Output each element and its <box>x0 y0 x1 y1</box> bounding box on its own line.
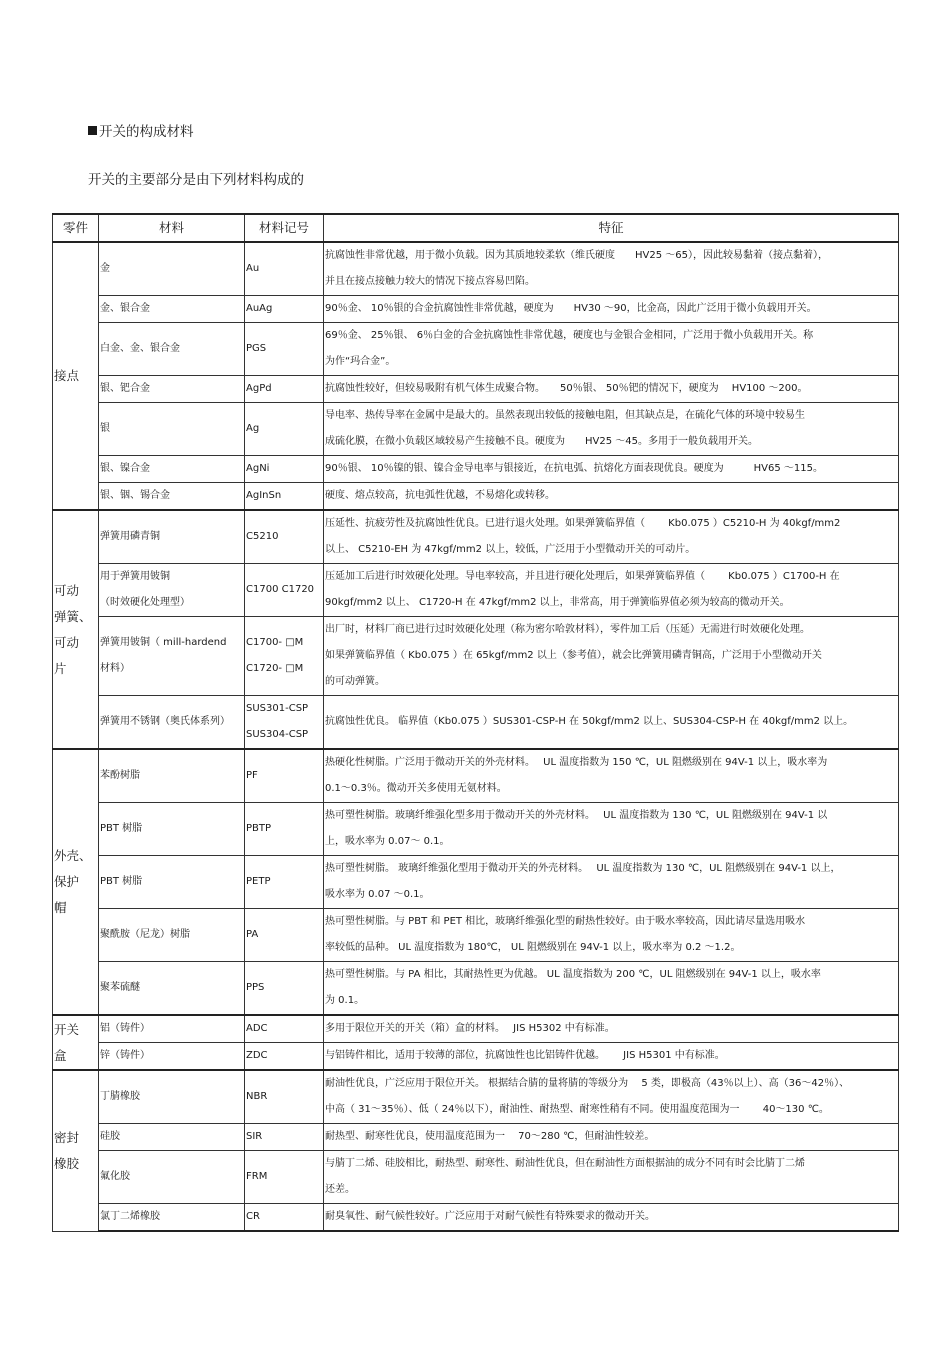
material-cell <box>99 376 245 403</box>
material-cell-line: （时效硬化处理型） <box>100 597 190 608</box>
material-cell-line: 丁腈橡胶 <box>100 1091 140 1102</box>
table-row <box>53 1070 899 1124</box>
table-row <box>53 296 899 323</box>
symbol-cell-line: CR <box>246 1211 260 1222</box>
header-symbol: 材料记号 <box>245 214 324 242</box>
feature-cell-line: 热可塑性树脂。与 PBT 和 PET 相比，玻璃纤维强化型的耐热性较好。由于吸水率较高，因此请尽量选用吸水 <box>325 916 806 927</box>
feature-cell <box>324 242 899 296</box>
table-row <box>53 962 899 1016</box>
feature-cell <box>324 1015 899 1043</box>
table-row <box>53 1015 899 1043</box>
feature-cell-line: 中高（ 31～35％）、低（ 24％以下），耐油性、耐热型、耐寒性稍有不同。使用温度范围为一 40～130 ℃。 <box>325 1104 829 1115</box>
material-cell <box>99 510 245 564</box>
symbol-cell-line: AgInSn <box>246 490 282 501</box>
feature-cell-line: 热硬化性树脂。广泛用于微动开关的外壳材料。 UL 温度指数为 150 ℃，UL 阻燃级别在 94V-1 以上，吸水率为 <box>325 757 828 768</box>
feature-cell-line: 吸水率为 0.07 ～0.1。 <box>325 889 430 900</box>
symbol-cell <box>245 564 324 617</box>
table-row <box>53 696 899 750</box>
material-cell-line: 氯丁二烯橡胶 <box>100 1211 160 1222</box>
feature-cell <box>324 323 899 376</box>
feature-cell-line: 热可塑性树脂。玻璃纤维强化型多用于微动开关的外壳材料。 UL 温度指数为 130 ℃，UL 阻燃级别在 94V-1 以 <box>325 810 828 821</box>
feature-cell-line: 成硫化膜，在微小负载区域较易产生接触不良。硬度为 HV25 ～45。多用于一般负载用开关。 <box>325 436 758 447</box>
feature-cell <box>324 962 899 1016</box>
symbol-cell <box>245 856 324 909</box>
feature-cell-line: 以上、 C5210-EH 为 47kgf/mm2 以上，较低，广泛用于小型微动开关的可动片。 <box>325 544 696 555</box>
table-row <box>53 403 899 456</box>
black-square-icon <box>88 126 97 135</box>
material-cell <box>99 962 245 1016</box>
material-cell-line: 银、铟、锡合金 <box>100 490 170 501</box>
symbol-cell <box>245 1151 324 1204</box>
material-cell-line: 银、钯合金 <box>100 383 150 394</box>
feature-cell <box>324 1070 899 1124</box>
symbol-cell <box>245 1204 324 1232</box>
symbol-cell <box>245 1124 324 1151</box>
symbol-cell-line: PPS <box>246 982 265 993</box>
material-cell <box>99 1015 245 1043</box>
feature-cell-line: 压延性、抗疲劳性及抗腐蚀性优良。已进行退火处理。如果弹簧临界值（ Kb0.075 ）C5210-H 为 40kgf/mm2 <box>325 518 841 529</box>
symbol-cell <box>245 376 324 403</box>
material-cell <box>99 696 245 750</box>
material-cell <box>99 1204 245 1232</box>
part-category-line: 接点 <box>54 368 80 383</box>
material-cell-line: PBT 树脂 <box>100 876 143 887</box>
feature-cell <box>324 909 899 962</box>
material-cell-line: 金 <box>100 263 110 274</box>
table-row <box>53 1151 899 1204</box>
part-category <box>53 749 99 1015</box>
material-cell <box>99 856 245 909</box>
feature-cell <box>324 296 899 323</box>
part-category <box>53 1070 99 1231</box>
material-cell <box>99 1124 245 1151</box>
material-cell-line: 用于弹簧用铍铜 <box>100 571 170 582</box>
feature-cell <box>324 510 899 564</box>
table-row <box>53 323 899 376</box>
feature-cell <box>324 803 899 856</box>
symbol-cell <box>245 617 324 696</box>
material-cell-line: 锌（铸件） <box>100 1050 150 1061</box>
part-category <box>53 510 99 749</box>
feature-cell <box>324 856 899 909</box>
feature-cell-line: 率较低的品种。 UL 温度指数为 180℃， UL 阻燃级别在 94V-1 以上，吸水率为 0.2 ～1.2。 <box>325 942 741 953</box>
material-cell <box>99 803 245 856</box>
table-row <box>53 617 899 696</box>
material-cell-line: 铝（铸件） <box>100 1023 150 1034</box>
material-cell-line: 银 <box>100 423 110 434</box>
table-row <box>53 1124 899 1151</box>
feature-cell-line: 还差。 <box>325 1184 355 1195</box>
materials-table <box>52 213 899 1232</box>
feature-cell-line: 90％银、 10％镍的银、镍合金导电率与银接近，在抗电弧、抗熔化方面表现优良。硬度为 HV65 ～115。 <box>325 463 823 474</box>
part-category <box>53 1015 99 1070</box>
material-cell-line: 银、镍合金 <box>100 463 150 474</box>
material-cell-line: 弹簧用铍铜（ mill-hardend <box>100 637 227 648</box>
symbol-cell-line: SUS301-CSP <box>246 703 309 714</box>
table-row <box>53 376 899 403</box>
part-category-line: 盒 <box>54 1047 67 1063</box>
symbol-cell-line: ZDC <box>246 1050 268 1061</box>
feature-cell-line: 上，吸水率为 0.07～ 0.1。 <box>325 836 450 847</box>
feature-cell-line: 与腈丁二烯、硅胶相比，耐热型、耐寒性、耐油性优良，但在耐油性方面根据油的成分不同有时会比腈丁二烯 <box>325 1158 805 1169</box>
feature-cell-line: 与铝铸件相比，适用于较薄的部位，抗腐蚀性也比铝铸件优越。 JIS H5301 中有标准。 <box>325 1050 725 1061</box>
intro-text: 开关的主要部分是由下列材料构成的 <box>88 172 304 188</box>
header-material: 材料 <box>99 214 245 242</box>
feature-cell <box>324 1204 899 1232</box>
part-category-line: 外壳、 <box>54 848 92 863</box>
symbol-cell <box>245 296 324 323</box>
symbol-cell-line: PF <box>246 770 258 781</box>
symbol-cell-line: PA <box>246 929 259 940</box>
feature-cell-line: 出厂时，材料厂商已进行过时效硬化处理（称为密尔哈敦材料），零件加工后（压延）无需进行时效硬化处理。 <box>325 624 810 635</box>
feature-cell <box>324 483 899 511</box>
table-row <box>53 456 899 483</box>
feature-cell <box>324 403 899 456</box>
table-row <box>53 856 899 909</box>
feature-cell-line: 为作“玛合金”。 <box>325 356 396 367</box>
material-cell-line: 弹簧用不锈钢（奥氏体系列） <box>100 716 230 727</box>
table-row <box>53 1043 899 1071</box>
symbol-cell <box>245 1070 324 1124</box>
part-category-line: 片 <box>54 660 67 676</box>
feature-cell-line: 热可塑性树脂。与 PA 相比，其耐热性更为优越。 UL 温度指数为 200 ℃，UL 阻燃级别在 94V-1 以上，吸水率 <box>325 969 821 980</box>
part-category-line: 密封 <box>54 1129 80 1145</box>
feature-cell-line: 90％金、 10％银的合金抗腐蚀性非常优越，硬度为 HV30 ～90，比金高，因此广泛用于微小负载用开关。 <box>325 303 817 314</box>
section-heading-text: 开关的构成材料 <box>99 124 194 140</box>
feature-cell-line: 导电率、热传导率在金属中是最大的。虽然表现出较低的接触电阻，但其缺点是，在硫化气体的环境中较易生 <box>325 410 805 421</box>
material-cell-line: 材料） <box>100 663 130 674</box>
part-category-line: 帽 <box>54 900 67 915</box>
feature-cell-line: 抗腐蚀性非常优越，用于微小负载。因为其质地较柔软（维氏硬度 HV25 ～65），因此较易黏着（接点黏着）， <box>325 250 828 261</box>
feature-cell-line: 如果弹簧临界值（ Kb0.075 ）在 65kgf/mm2 以上（参考值），就会比弹簧用磷青铜高，广泛用于小型微动开关 <box>325 650 822 661</box>
symbol-cell-line: PBTP <box>246 823 272 834</box>
symbol-cell <box>245 456 324 483</box>
feature-cell-line: 90kgf/mm2 以上、 C1720-H 在 47kgf/mm2 以上，非常高，用于弹簧临界值必须为较高的微动开关。 <box>325 597 790 608</box>
symbol-cell-line: C1720- □M <box>246 663 304 674</box>
feature-cell-line: 抗腐蚀性较好，但较易吸附有机气体生成聚合物。 50％银、 50％钯的情况下，硬度为 HV100 ～200。 <box>325 383 808 394</box>
material-cell-line: PBT 树脂 <box>100 823 143 834</box>
symbol-cell-line: C5210 <box>246 531 279 542</box>
part-category-line: 橡胶 <box>54 1155 80 1171</box>
symbol-cell-line: AuAg <box>246 303 273 314</box>
feature-cell-line: 耐油性优良，广泛应用于限位开关。 根据结合腈的量将腈的等级分为 5 类，即极高（43％以上）、高（36～42％）、 <box>325 1078 850 1089</box>
header-part: 零件 <box>53 214 99 242</box>
symbol-cell-line: Au <box>246 263 260 274</box>
symbol-cell <box>245 1015 324 1043</box>
section-heading <box>88 120 194 140</box>
material-cell <box>99 403 245 456</box>
feature-cell <box>324 564 899 617</box>
symbol-cell-line: NBR <box>246 1091 268 1102</box>
table-row <box>53 1204 899 1232</box>
material-cell <box>99 1151 245 1204</box>
feature-cell-line: 69％金、 25％银、 6％白金的合金抗腐蚀性非常优越，硬度也与金银合金相同，广泛用于微小负载用开关。称 <box>325 330 814 341</box>
symbol-cell <box>245 483 324 511</box>
symbol-cell <box>245 749 324 803</box>
feature-cell-line: 耐热型、耐寒性优良，使用温度范围为一 70～280 ℃，但耐油性较差。 <box>325 1131 655 1142</box>
symbol-cell-line: PETP <box>246 876 271 887</box>
feature-cell <box>324 1151 899 1204</box>
material-cell <box>99 1070 245 1124</box>
feature-cell <box>324 749 899 803</box>
symbol-cell <box>245 323 324 376</box>
symbol-cell-line: AgNi <box>246 463 270 474</box>
feature-cell-line: 并且在接点接触力较大的情况下接点容易凹陷。 <box>325 276 535 287</box>
material-cell-line: 白金、金、银合金 <box>100 343 180 354</box>
table-row <box>53 909 899 962</box>
material-cell-line: 弹簧用磷青铜 <box>100 531 160 542</box>
feature-cell-line: 0.1～0.3％。微动开关多使用无氨材料。 <box>325 783 507 794</box>
material-cell <box>99 617 245 696</box>
symbol-cell-line: SUS304-CSP <box>246 729 309 740</box>
part-category-line: 开关 <box>54 1021 80 1037</box>
feature-cell <box>324 456 899 483</box>
symbol-cell-line: AgPd <box>246 383 272 394</box>
feature-cell-line: 为 0.1。 <box>325 995 365 1006</box>
table-body <box>53 242 899 1231</box>
symbol-cell <box>245 962 324 1016</box>
table-row <box>53 749 899 803</box>
symbol-cell <box>245 242 324 296</box>
symbol-cell <box>245 1043 324 1071</box>
material-cell <box>99 909 245 962</box>
table-row <box>53 803 899 856</box>
symbol-cell <box>245 510 324 564</box>
symbol-cell <box>245 696 324 750</box>
material-cell <box>99 1043 245 1071</box>
table-row <box>53 564 899 617</box>
symbol-cell-line: PGS <box>246 343 267 354</box>
header-feature: 特征 <box>324 214 899 242</box>
table-header-row <box>53 214 899 242</box>
part-category-line: 可动 <box>54 634 80 650</box>
part-category-line: 弹簧、 <box>54 608 92 624</box>
part-category <box>53 242 99 510</box>
material-cell <box>99 564 245 617</box>
table-row <box>53 483 899 511</box>
material-cell <box>99 242 245 296</box>
feature-cell-line: 硬度、熔点较高，抗电弧性优越，不易熔化或转移。 <box>325 490 555 501</box>
symbol-cell-line: C1700- □M <box>246 637 304 648</box>
feature-cell-line: 的可动弹簧。 <box>325 676 385 687</box>
material-cell-line: 聚苯硫醚 <box>100 982 140 993</box>
material-cell <box>99 323 245 376</box>
feature-cell-line: 压延加工后进行时效硬化处理。导电率较高，并且进行硬化处理后，如果弹簧临界值（ Kb0.075 ）C1700-H 在 <box>325 571 840 582</box>
table-row <box>53 510 899 564</box>
feature-cell <box>324 617 899 696</box>
symbol-cell-line: SIR <box>246 1131 263 1142</box>
symbol-cell-line: Ag <box>246 423 260 434</box>
material-cell <box>99 749 245 803</box>
symbol-cell <box>245 909 324 962</box>
symbol-cell-line: ADC <box>246 1023 268 1034</box>
feature-cell <box>324 376 899 403</box>
feature-cell-line: 耐臭氧性、耐气候性较好。广泛应用于对耐气候性有特殊要求的微动开关。 <box>325 1211 655 1222</box>
symbol-cell-line: FRM <box>246 1171 268 1182</box>
material-cell-line: 硅胶 <box>100 1131 120 1142</box>
material-cell <box>99 296 245 323</box>
material-cell-line: 聚酰胺（尼龙）树脂 <box>100 929 190 940</box>
material-cell <box>99 456 245 483</box>
feature-cell-line: 抗腐蚀性优良。 临界值（Kb0.075 ）SUS301-CSP-H 在 50kgf/mm2 以上、SUS304-CSP-H 在 40kgf/mm2 以上。 <box>325 716 854 727</box>
table-row <box>53 242 899 296</box>
part-category-line: 保护 <box>54 874 80 889</box>
symbol-cell-line: C1700 C1720 <box>246 584 315 595</box>
material-cell-line: 金、银合金 <box>100 303 150 314</box>
symbol-cell <box>245 403 324 456</box>
symbol-cell <box>245 803 324 856</box>
feature-cell-line: 热可塑性树脂。 玻璃纤维强化型用于微动开关的外壳材料。 UL 温度指数为 130 ℃，UL 阻燃级别在 94V-1 以上， <box>325 863 841 874</box>
feature-cell <box>324 696 899 750</box>
material-cell <box>99 483 245 511</box>
feature-cell <box>324 1043 899 1071</box>
material-cell-line: 氟化胶 <box>100 1171 130 1182</box>
material-cell-line: 苯酚树脂 <box>100 770 140 781</box>
feature-cell-line: 多用于限位开关的开关（箱）盒的材料。 JIS H5302 中有标准。 <box>325 1023 615 1034</box>
part-category-line: 可动 <box>54 582 80 598</box>
feature-cell <box>324 1124 899 1151</box>
